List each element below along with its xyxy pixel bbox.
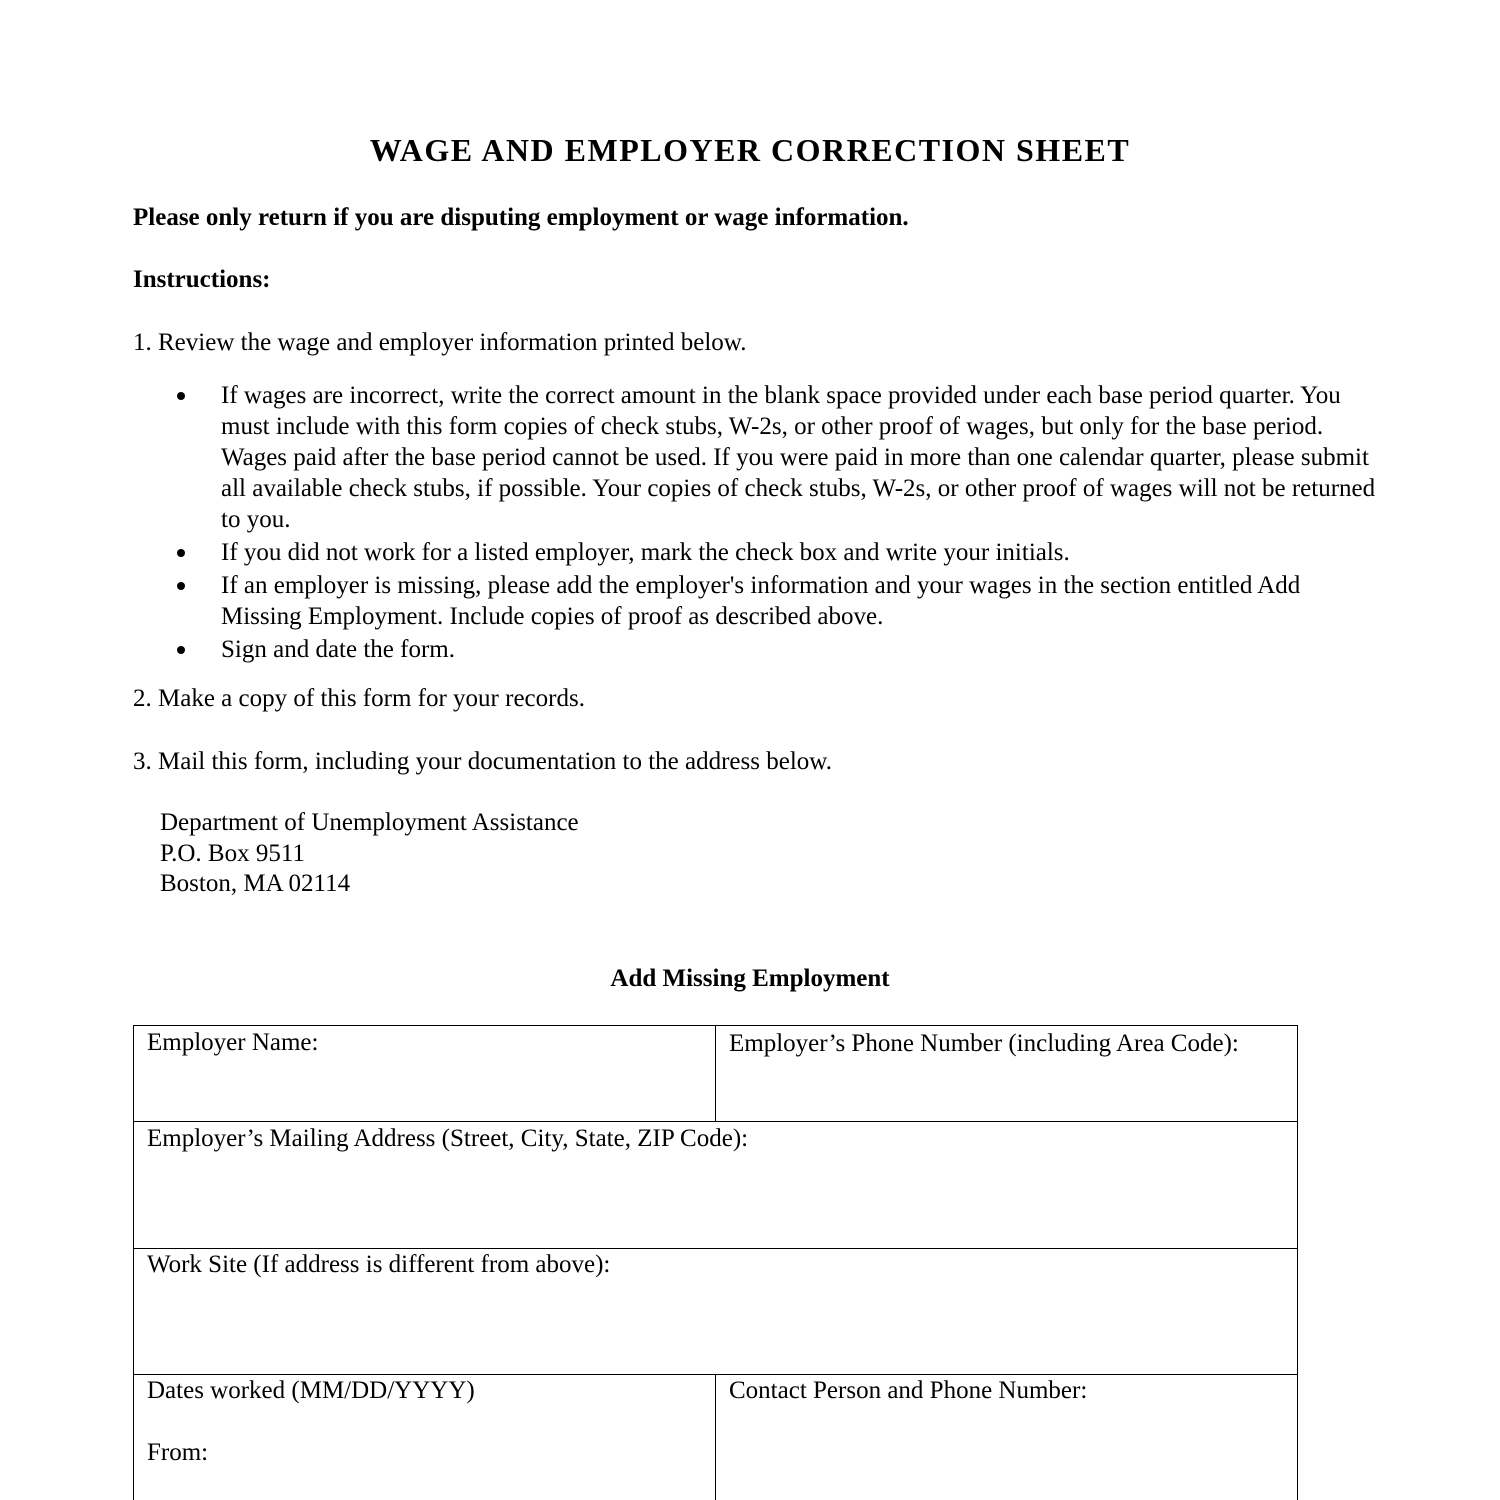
instructions-heading: Instructions: [133, 266, 271, 293]
row-divider [134, 1248, 1297, 1249]
bullet-text: If an employer is missing, please add the employer's information and your wages in the section entitled Add Missing Employment. Include copies of proof as described above. [221, 572, 1301, 630]
mailing-address-field[interactable] [134, 1123, 1296, 1247]
bullet-icon [177, 582, 185, 590]
instruction-bullet-list [221, 380, 1381, 667]
cell-divider [715, 1026, 716, 1121]
address-line-2: P.O. Box 9511 [160, 839, 305, 867]
bullet-icon [177, 646, 185, 654]
from-label: From: [147, 1439, 209, 1466]
employer-phone-field[interactable] [716, 1026, 1296, 1121]
list-item [221, 380, 1381, 535]
contact-person-field[interactable] [716, 1376, 1296, 1500]
dates-worked-label: Dates worked (MM/DD/YYYY) [147, 1377, 475, 1404]
bullet-text: If you did not work for a listed employer, mark the check box and write your initials. [221, 539, 1070, 566]
work-site-label: Work Site (If address is different from above): [147, 1251, 611, 1278]
employer-name-field[interactable] [134, 1026, 715, 1121]
address-line-1: Department of Unemployment Assistance [160, 809, 579, 836]
step-2: 2. Make a copy of this form for your records. [133, 685, 585, 712]
add-missing-employment-heading: Add Missing Employment [610, 965, 890, 992]
return-notice: Please only return if you are disputing employment or wage information. [133, 204, 909, 231]
mailing-address-label: Employer’s Mailing Address (Street, City, State, ZIP Code): [147, 1125, 749, 1152]
step-3: 3. Mail this form, including your documentation to the address below. [133, 748, 832, 775]
address-line-3: Boston, MA 02114 [160, 870, 351, 897]
bullet-icon [177, 549, 185, 557]
employer-name-label: Employer Name: [147, 1029, 319, 1056]
contact-person-label: Contact Person and Phone Number: [729, 1377, 1088, 1404]
missing-employment-table [133, 1025, 1298, 1500]
mailing-address-block [160, 808, 579, 900]
row-divider [134, 1121, 1297, 1122]
list-item [221, 634, 1381, 665]
list-item [221, 570, 1381, 632]
bullet-text: Sign and date the form. [221, 636, 455, 663]
bullet-icon [177, 392, 185, 400]
list-item [221, 537, 1381, 568]
employer-phone-label: Employer’s Phone Number (including Area Code): [729, 1030, 1239, 1057]
step-1: 1. Review the wage and employer information printed below. [133, 329, 747, 356]
page-title: WAGE AND EMPLOYER CORRECTION SHEET [369, 132, 1131, 168]
bullet-text: If wages are incorrect, write the correct amount in the blank space provided under each base period quarter. You must include with this form copies of check stubs, W-2s, or other proof of wages, but only for the base period. Wages paid after the base period cannot be used. If you were paid in more than one calendar quarter, please submit all available check stubs, if possible. Your copies of check stubs, W-2s, or other proof of wages will not be returned to you. [221, 382, 1376, 533]
work-site-field[interactable] [134, 1250, 1296, 1374]
dates-worked-field[interactable] [134, 1376, 715, 1500]
